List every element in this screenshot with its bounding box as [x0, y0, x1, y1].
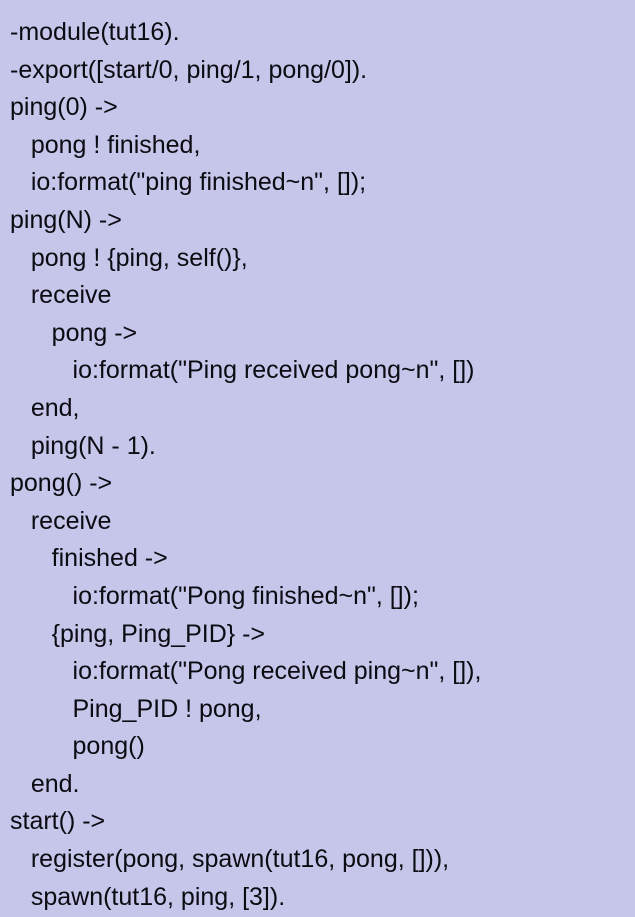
code-line: pong() ->: [10, 469, 113, 498]
code-line: {ping, Ping_PID} ->: [10, 619, 266, 648]
code-line: pong ! finished,: [10, 130, 201, 159]
code-line: pong(): [10, 732, 145, 761]
code-line: io:format("Ping received pong~n", []): [10, 356, 475, 385]
code-line: -module(tut16).: [10, 18, 180, 46]
code-line: receive: [10, 506, 112, 535]
code-line: finished ->: [10, 544, 168, 573]
code-line: spawn(tut16, ping, [3]).: [10, 882, 286, 911]
code-line: receive: [10, 281, 112, 310]
code-line: -export([start/0, ping/1, pong/0]).: [10, 55, 368, 84]
code-line: Ping_PID ! pong,: [10, 694, 262, 723]
code-line: ping(N - 1).: [10, 431, 156, 460]
code-line: ping(N) ->: [10, 205, 122, 234]
code-line: ping(0) ->: [10, 93, 118, 122]
code-line: end,: [10, 393, 80, 422]
code-line: start() ->: [10, 807, 106, 836]
code-line: pong ! {ping, self()},: [10, 243, 248, 272]
code-line: pong ->: [10, 318, 138, 347]
code-line: register(pong, spawn(tut16, pong, [])),: [10, 845, 450, 874]
code-line: io:format("Pong received ping~n", []),: [10, 657, 482, 686]
code-line: io:format("Pong finished~n", []);: [10, 581, 419, 610]
code-line: end.: [10, 769, 80, 798]
code-line: io:format("ping finished~n", []);: [10, 168, 367, 197]
